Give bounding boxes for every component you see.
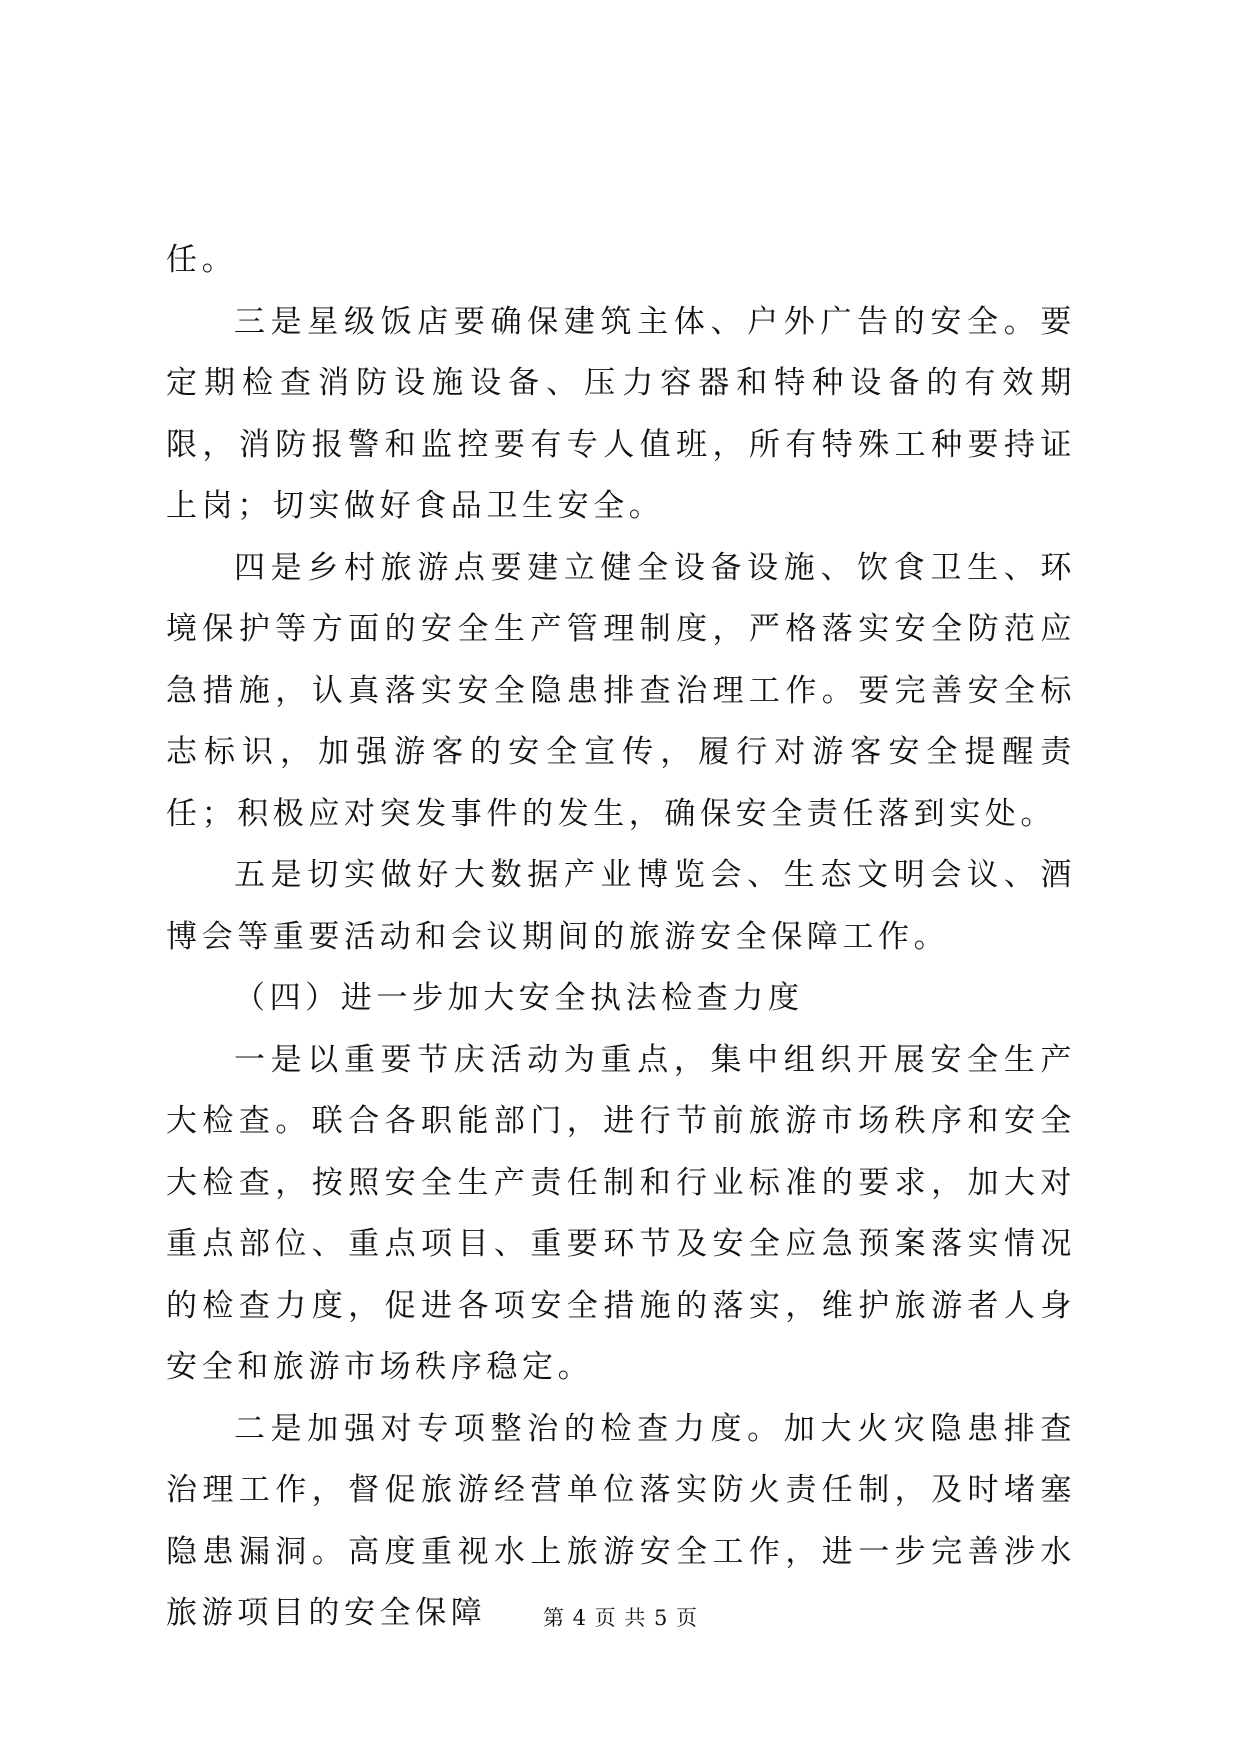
page-footer: 第 4 页 共 5 页	[542, 1606, 699, 1630]
paragraph-major-events: 五是切实做好大数据产业博览会、生态文明会议、酒博会等重要活动和会议期间的旅游安全保障工作。	[166, 857, 1076, 955]
paragraph-continuation: 任。	[166, 242, 238, 278]
paragraph-hotel-safety: 三是星级饭店要确保建筑主体、户外广告的安全。要定期检查消防设施设备、压力容器和特种设备的有效期限，消防报警和监控要有专人值班，所有特殊工种要持证上岗；切实做好食品卫生安全。	[166, 303, 1076, 524]
paragraph-rural-tourism: 四是乡村旅游点要建立健全设备设施、饮食卫生、环境保护等方面的安全生产管理制度，严格落实安全防范应急措施，认真落实安全隐患排查治理工作。要完善安全标志标识，加强游客的安全宣传，履行对游客安全提醒责任；积极应对突发事件的发生，确保安全责任落到实处。	[166, 549, 1076, 832]
document-body	[166, 230, 1076, 1645]
section-heading: （四）进一步加大安全执法检查力度	[234, 980, 804, 1016]
paragraph-special-rectification: 二是加强对专项整治的检查力度。加大火灾隐患排查治理工作，督促旅游经营单位落实防火责任制，及时堵塞隐患漏洞。高度重视水上旅游安全工作，进一步完善涉水旅游项目的安全保障	[166, 1410, 1076, 1631]
paragraph-festival-inspection: 一是以重要节庆活动为重点，集中组织开展安全生产大检查。联合各职能部门，进行节前旅游市场秩序和安全大检查，按照安全生产责任制和行业标准的要求，加大对重点部位、重点项目、重要环节及安全应急预案落实情况的检查力度，促进各项安全措施的落实，维护旅游者人身安全和旅游市场秩序稳定。	[166, 1041, 1076, 1385]
